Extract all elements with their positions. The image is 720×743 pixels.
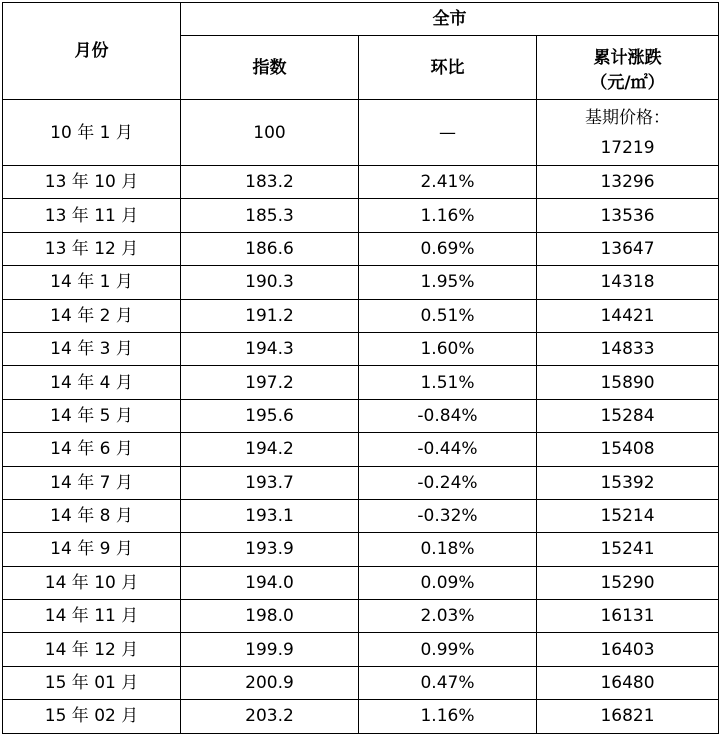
cell-index: 183.2 [181, 166, 359, 199]
header-mom: 环比 [359, 36, 537, 100]
table-row [3, 166, 719, 199]
cell-mom: 0.51% [359, 299, 537, 332]
cell-month: 14 年 5 月 [3, 399, 181, 432]
cell-month: 15 年 02 月 [3, 700, 181, 733]
cell-index: 197.2 [181, 366, 359, 399]
header-index: 指数 [181, 36, 359, 100]
base-index: 100 [181, 100, 359, 166]
table-row [3, 332, 719, 365]
cell-index: 193.7 [181, 466, 359, 499]
cell-month: 14 年 7 月 [3, 466, 181, 499]
cell-month: 14 年 11 月 [3, 600, 181, 633]
cell-mom: 0.47% [359, 666, 537, 699]
cell-mom: -0.84% [359, 399, 537, 432]
cell-mom: 0.99% [359, 633, 537, 666]
table-row [3, 433, 719, 466]
cell-cumulative: 15392 [537, 466, 719, 499]
table-row [3, 232, 719, 265]
cell-month: 14 年 1 月 [3, 266, 181, 299]
base-price-label: 基期价格： [585, 107, 671, 128]
cell-month: 13 年 11 月 [3, 199, 181, 232]
cell-month: 14 年 12 月 [3, 633, 181, 666]
cell-month: 14 年 10 月 [3, 566, 181, 599]
cell-index: 203.2 [181, 700, 359, 733]
cell-cumulative: 16821 [537, 700, 719, 733]
cell-index: 200.9 [181, 666, 359, 699]
cell-index: 198.0 [181, 600, 359, 633]
cell-month: 15 年 01 月 [3, 666, 181, 699]
header-cumulative-unit: （元/㎡） [590, 72, 665, 93]
cell-index: 191.2 [181, 299, 359, 332]
table-row [3, 199, 719, 232]
table-row [3, 299, 719, 332]
cell-index: 185.3 [181, 199, 359, 232]
cell-mom: 1.51% [359, 366, 537, 399]
base-cumulative [537, 100, 719, 166]
header-region: 全市 [181, 3, 719, 36]
table-row [3, 266, 719, 299]
cell-cumulative: 13296 [537, 166, 719, 199]
cell-month: 14 年 2 月 [3, 299, 181, 332]
table-row [3, 700, 719, 733]
base-price-value: 17219 [600, 137, 655, 158]
cell-index: 194.3 [181, 332, 359, 365]
base-mom: — [359, 100, 537, 166]
table-row [3, 399, 719, 432]
cell-mom: 0.09% [359, 566, 537, 599]
cell-cumulative: 13536 [537, 199, 719, 232]
cell-index: 193.1 [181, 499, 359, 532]
cell-cumulative: 15241 [537, 533, 719, 566]
cell-month: 14 年 4 月 [3, 366, 181, 399]
table-row [3, 466, 719, 499]
cell-cumulative: 15214 [537, 499, 719, 532]
table-row [3, 533, 719, 566]
cell-mom: 2.41% [359, 166, 537, 199]
cell-month: 14 年 3 月 [3, 332, 181, 365]
cell-index: 199.9 [181, 633, 359, 666]
cell-cumulative: 16131 [537, 600, 719, 633]
cell-index: 194.2 [181, 433, 359, 466]
cell-mom: 1.16% [359, 199, 537, 232]
cell-cumulative: 15290 [537, 566, 719, 599]
cell-month: 13 年 10 月 [3, 166, 181, 199]
header-month: 月份 [3, 3, 181, 100]
cell-cumulative: 14318 [537, 266, 719, 299]
table-row [3, 666, 719, 699]
cell-mom: 0.69% [359, 232, 537, 265]
cell-cumulative: 15890 [537, 366, 719, 399]
header-row-region [3, 3, 719, 36]
base-month: 10 年 1 月 [3, 100, 181, 166]
cell-cumulative: 14421 [537, 299, 719, 332]
cell-mom: -0.32% [359, 499, 537, 532]
cell-mom: -0.44% [359, 433, 537, 466]
cell-cumulative: 16403 [537, 633, 719, 666]
cell-cumulative: 15408 [537, 433, 719, 466]
cell-mom: 0.18% [359, 533, 537, 566]
header-cumulative-label: 累计涨跌 [593, 47, 662, 68]
table-row [3, 499, 719, 532]
cell-index: 193.9 [181, 533, 359, 566]
table-row [3, 633, 719, 666]
cell-cumulative: 13647 [537, 232, 719, 265]
cell-mom: 1.60% [359, 332, 537, 365]
cell-mom: 1.16% [359, 700, 537, 733]
cell-month: 14 年 6 月 [3, 433, 181, 466]
header-cumulative [537, 36, 719, 100]
cell-index: 194.0 [181, 566, 359, 599]
cell-mom: -0.24% [359, 466, 537, 499]
cell-month: 13 年 12 月 [3, 232, 181, 265]
cell-mom: 2.03% [359, 600, 537, 633]
cell-index: 190.3 [181, 266, 359, 299]
cell-index: 186.6 [181, 232, 359, 265]
cell-mom: 1.95% [359, 266, 537, 299]
table-row [3, 366, 719, 399]
cell-month: 14 年 9 月 [3, 533, 181, 566]
table-row [3, 600, 719, 633]
cell-cumulative: 15284 [537, 399, 719, 432]
price-index-table [2, 2, 719, 734]
cell-month: 14 年 8 月 [3, 499, 181, 532]
cell-cumulative: 14833 [537, 332, 719, 365]
cell-cumulative: 16480 [537, 666, 719, 699]
table-row [3, 566, 719, 599]
base-period-row [3, 100, 719, 166]
cell-index: 195.6 [181, 399, 359, 432]
